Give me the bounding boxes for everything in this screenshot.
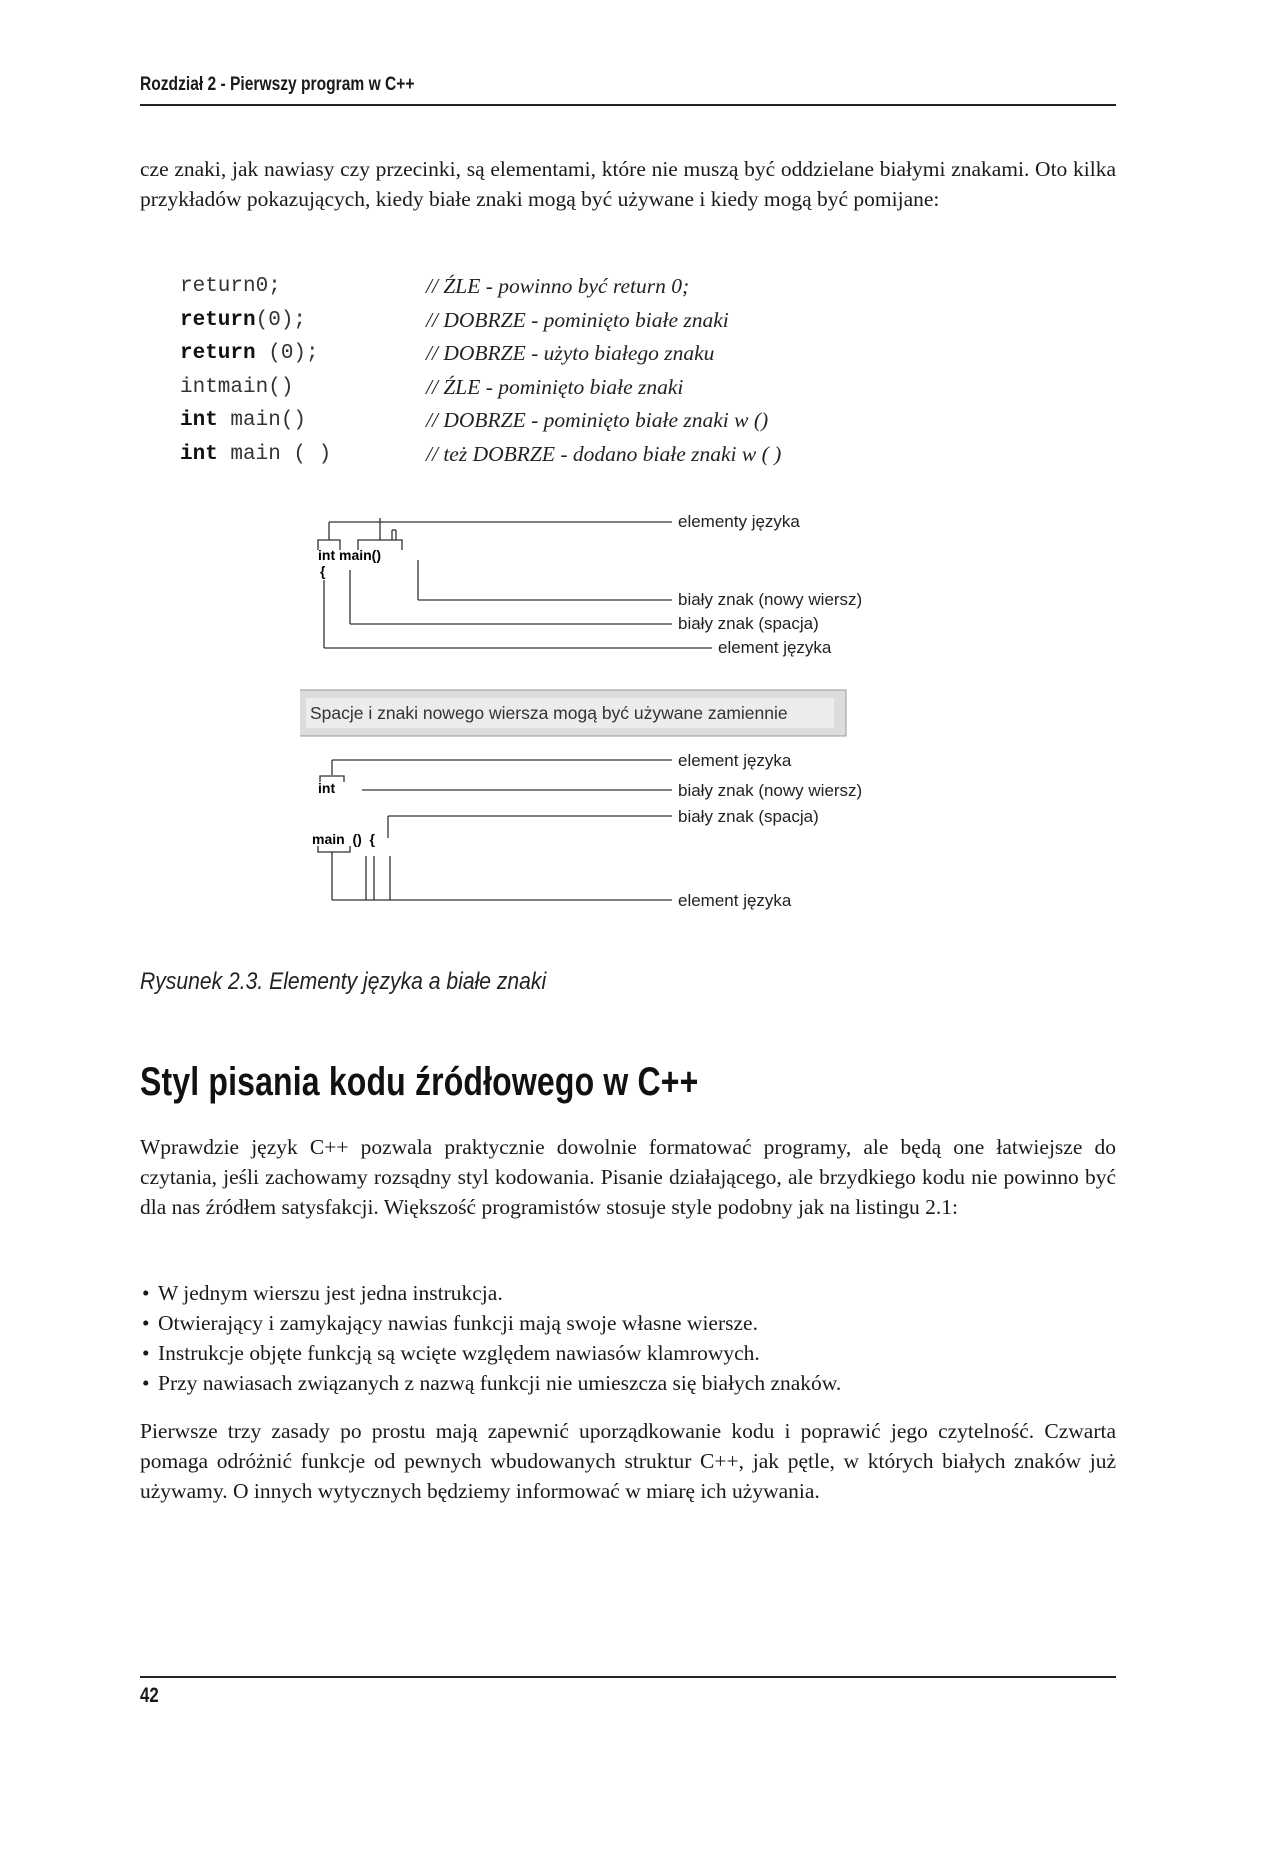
diagram-banner-text: Spacje i znaki nowego wiersza mogą być używane zamiennie [310, 703, 788, 723]
code-snippet: return(0); [180, 308, 307, 332]
code-example-row [180, 371, 1080, 405]
list-item: • Instrukcje objęte funkcją są wcięte względem nawiasów klamrowych. [140, 1338, 1116, 1368]
code-snippet: int main ( ) [180, 442, 332, 466]
code-example-row [180, 304, 1080, 338]
chapter-title: Rozdział 2 - Pierwszy program w C++ [140, 74, 415, 95]
footer-rule [140, 1676, 1116, 1678]
diagram-label: biały znak (nowy wiersz) [678, 590, 863, 609]
diagram-label: biały znak (nowy wiersz) [678, 781, 863, 800]
figure-caption: Rysunek 2.3. Elementy języka a białe znaki [140, 968, 547, 995]
intro-paragraph: cze znaki, jak nawiasy czy przecinki, są elementami, które nie muszą być oddzielane białymi znakami. Oto kilka przykładów pokazujących, kiedy białe znaki mogą być używane i kiedy mogą być pomijane: [140, 157, 1116, 211]
diagram-code-line: int main() [318, 547, 381, 563]
code-snippet: int main() [180, 409, 307, 433]
diagram-code-main: main () { [312, 831, 376, 847]
closing-paragraph: Pierwsze trzy zasady po prostu mają zapewnić uporządkowanie kodu i poprawić jego czytelność. Czwarta pomaga odróżnić funkcje od pewnych wbudowanych struktur C++, jak pętle, w których białych znaków już używamy. O innych wytycznych będziemy informować w miarę ich używania. [140, 1419, 1116, 1503]
list-item: • Przy nawiasach związanych z nazwą funkcji nie umieszcza się białych znaków. [140, 1368, 1116, 1398]
diagram-label: elementy języka [678, 512, 800, 531]
code-comment: // ŹLE - powinno być return 0; [426, 274, 690, 299]
whitespace-diagram [300, 500, 900, 970]
code-examples [180, 270, 1080, 471]
code-snippet: return0; [180, 275, 281, 299]
code-comment: // DOBRZE - pominięto białe znaki w () [426, 408, 769, 433]
diagram-label: element języka [718, 638, 832, 657]
code-example-row [180, 337, 1080, 371]
diagram-label: element języka [678, 751, 792, 770]
style-paragraph: Wprawdzie język C++ pozwala praktycznie dowolnie formatować programy, ale będą one łatwiejsze do czytania, jeśli zachowamy rozsądny styl kodowania. Pisanie działającego, ale brzydkiego kodu nie powinno być dla nas źródłem satysfakcji. Większość programistów stosuje style podobny jak na listingu 2.1: [140, 1135, 1116, 1219]
code-comment: // DOBRZE - pominięto białe znaki [426, 307, 729, 332]
diagram-code-int: int [318, 780, 336, 796]
diagram-label: biały znak (spacja) [678, 614, 819, 633]
code-example-row [180, 438, 1080, 472]
code-example-row [180, 404, 1080, 438]
style-rules-list [140, 1278, 1116, 1398]
code-snippet: intmain() [180, 375, 294, 399]
section-heading: Styl pisania kodu źródłowego w C++ [140, 1060, 699, 1104]
code-comment: // ŹLE - pominięto białe znaki [426, 374, 684, 399]
code-example-row [180, 270, 1080, 304]
running-header [140, 72, 1116, 106]
diagram-code-brace: { [320, 563, 326, 579]
code-comment: // DOBRZE - użyto białego znaku [426, 341, 715, 366]
code-snippet: return (0); [180, 342, 319, 366]
diagram-label: element języka [678, 891, 792, 910]
list-item: • W jednym wierszu jest jedna instrukcja. [140, 1278, 1116, 1308]
diagram-label: biały znak (spacja) [678, 807, 819, 826]
list-item: • Otwierający i zamykający nawias funkcji mają swoje własne wiersze. [140, 1308, 1116, 1338]
page-number: 42 [140, 1684, 159, 1707]
code-comment: // też DOBRZE - dodano białe znaki w ( ) [426, 441, 782, 466]
